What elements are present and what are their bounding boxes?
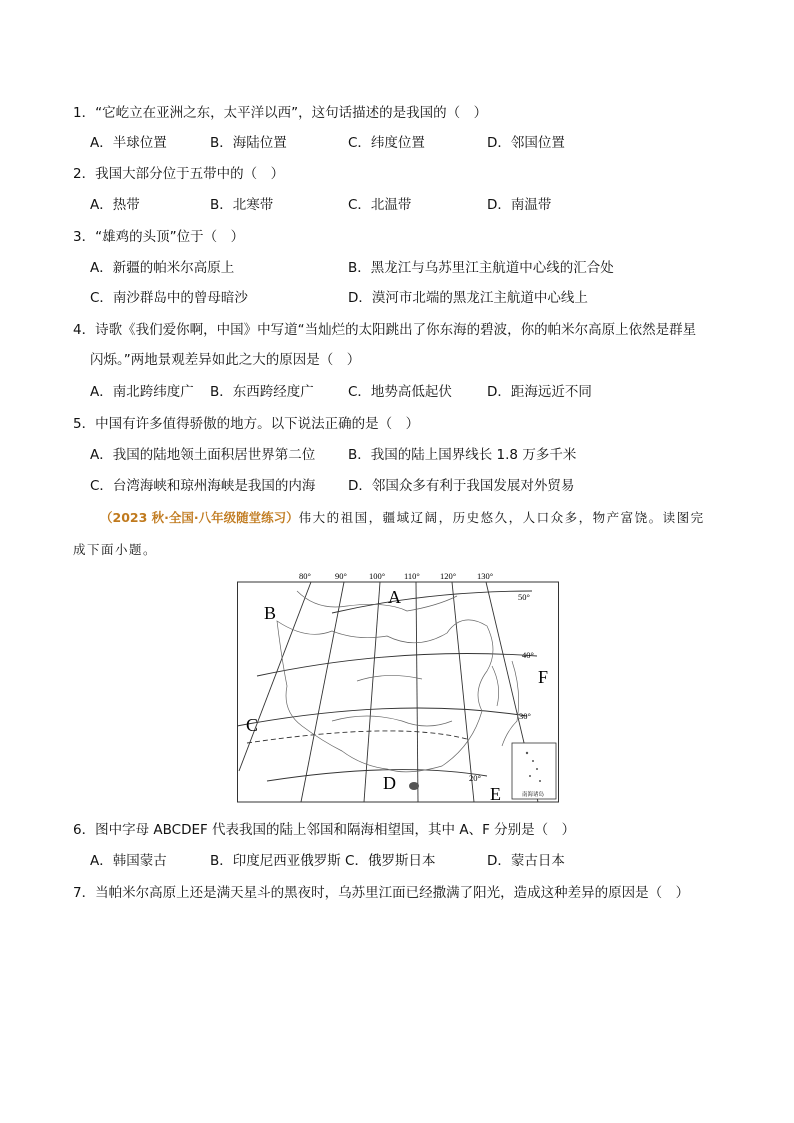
question-6-option-b[interactable]: B．印度尼西亚俄罗斯 C．俄罗斯日本 [210,853,436,869]
question-6-stem: 6．图中字母 ABCDEF 代表我国的陆上邻国和隔海相望国，其中 A、F 分别是（ ） [73,822,576,838]
question-3-option-a[interactable]: A．新疆的帕米尔高原上 [90,260,235,276]
question-3-option-c[interactable]: C．南沙群岛中的曾母暗沙 [90,290,248,306]
question-4-option-d[interactable]: D．距海远近不同 [487,384,592,400]
question-2-option-b[interactable]: B．北寒带 [210,197,274,213]
question-6-option-d[interactable]: D．蒙古日本 [487,853,565,869]
question-4-option-c[interactable]: C．地势高低起伏 [348,384,452,400]
longitude-label-90: 90° [335,571,347,581]
question-5-option-b[interactable]: B．我国的陆上国界线长 1.8 万多千米 [348,447,577,463]
map-letter-a: A [388,587,401,607]
question-5-option-d[interactable]: D．邻国众多有利于我国发展对外贸易 [348,478,575,494]
map-letter-f: F [538,667,549,687]
latitude-label-50: 50° [518,592,530,602]
question-2-option-d[interactable]: D．南温带 [487,197,552,213]
question-2-option-c[interactable]: C．北温带 [348,197,412,213]
south-china-sea-inset [512,743,556,799]
map-letter-d: D [383,773,396,793]
question-4-stem-line1: 4．诗歌《我们爱你啊，中国》中写道“当灿烂的太阳跳出了你东海的碧波，你的帕米尔高原上依然是群星 [73,322,697,338]
question-1-option-a[interactable]: A．半球位置 [90,135,167,151]
map-letter-c: C [246,715,259,735]
question-1-stem: 1．“它屹立在亚洲之东，太平洋以西”，这句话描述的是我国的（ ） [73,105,488,121]
question-4-option-b[interactable]: B．东西跨经度广 [210,384,314,400]
china-neighbors-map [237,571,559,803]
question-1-option-d[interactable]: D．邻国位置 [487,135,565,151]
latitude-label-30: 30° [519,711,531,721]
longitude-labels [299,571,493,581]
longitude-label-100: 100° [369,571,386,581]
question-7-stem: 7．当帕米尔高原上还是满天星斗的黑夜时，乌苏里江面已经撒满了阳光，造成这种差异的原因是（ ） [73,885,690,901]
map-frame [238,582,559,802]
question-4-option-a[interactable]: A．南北跨纬度广 [90,384,194,400]
longitude-label-120: 120° [440,571,457,581]
latitude-label-40: 40° [522,650,534,660]
question-4-stem-line2: 闪烁。”两地景观差异如此之大的原因是（ ） [90,352,361,368]
question-1-option-c[interactable]: C．纬度位置 [348,135,425,151]
longitude-label-130: 130° [477,571,494,581]
question-3-option-b[interactable]: B．黑龙江与乌苏里江主航道中心线的汇合处 [348,260,614,276]
latitude-label-20: 20° [469,773,481,783]
longitude-label-110: 110° [404,571,420,581]
intro-line-2: 成下面小题。 [73,542,158,557]
intro-text-1: 伟大的祖国，疆域辽阔，历史悠久，人口众多，物产富饶。读图完 [298,510,705,525]
question-2-stem: 2．我国大部分位于五带中的（ ） [73,166,285,182]
question-2-option-a[interactable]: A．热带 [90,197,140,213]
question-3-option-d[interactable]: D．漠河市北端的黑龙江主航道中心线上 [348,290,588,306]
inset-label: 南海诸岛 [521,792,545,798]
question-6-option-a[interactable]: A．韩国蒙古 [90,853,167,869]
longitude-label-80: 80° [299,571,311,581]
hainan-island [409,782,419,790]
map-letter-b: B [264,603,277,623]
question-5-option-c[interactable]: C．台湾海峡和琼州海峡是我国的内海 [90,478,316,494]
question-1-option-b[interactable]: B．海陆位置 [210,135,287,151]
intro-source: （2023 秋·全国·八年级随堂练习） [100,510,299,525]
question-5-stem: 5．中国有许多值得骄傲的地方。以下说法正确的是（ ） [73,416,420,432]
map-letter-e: E [490,784,501,803]
question-3-stem: 3．“雄鸡的头顶”位于（ ） [73,229,245,245]
question-5-option-a[interactable]: A．我国的陆地领土面积居世界第二位 [90,447,316,463]
intro-line-1 [100,508,705,528]
